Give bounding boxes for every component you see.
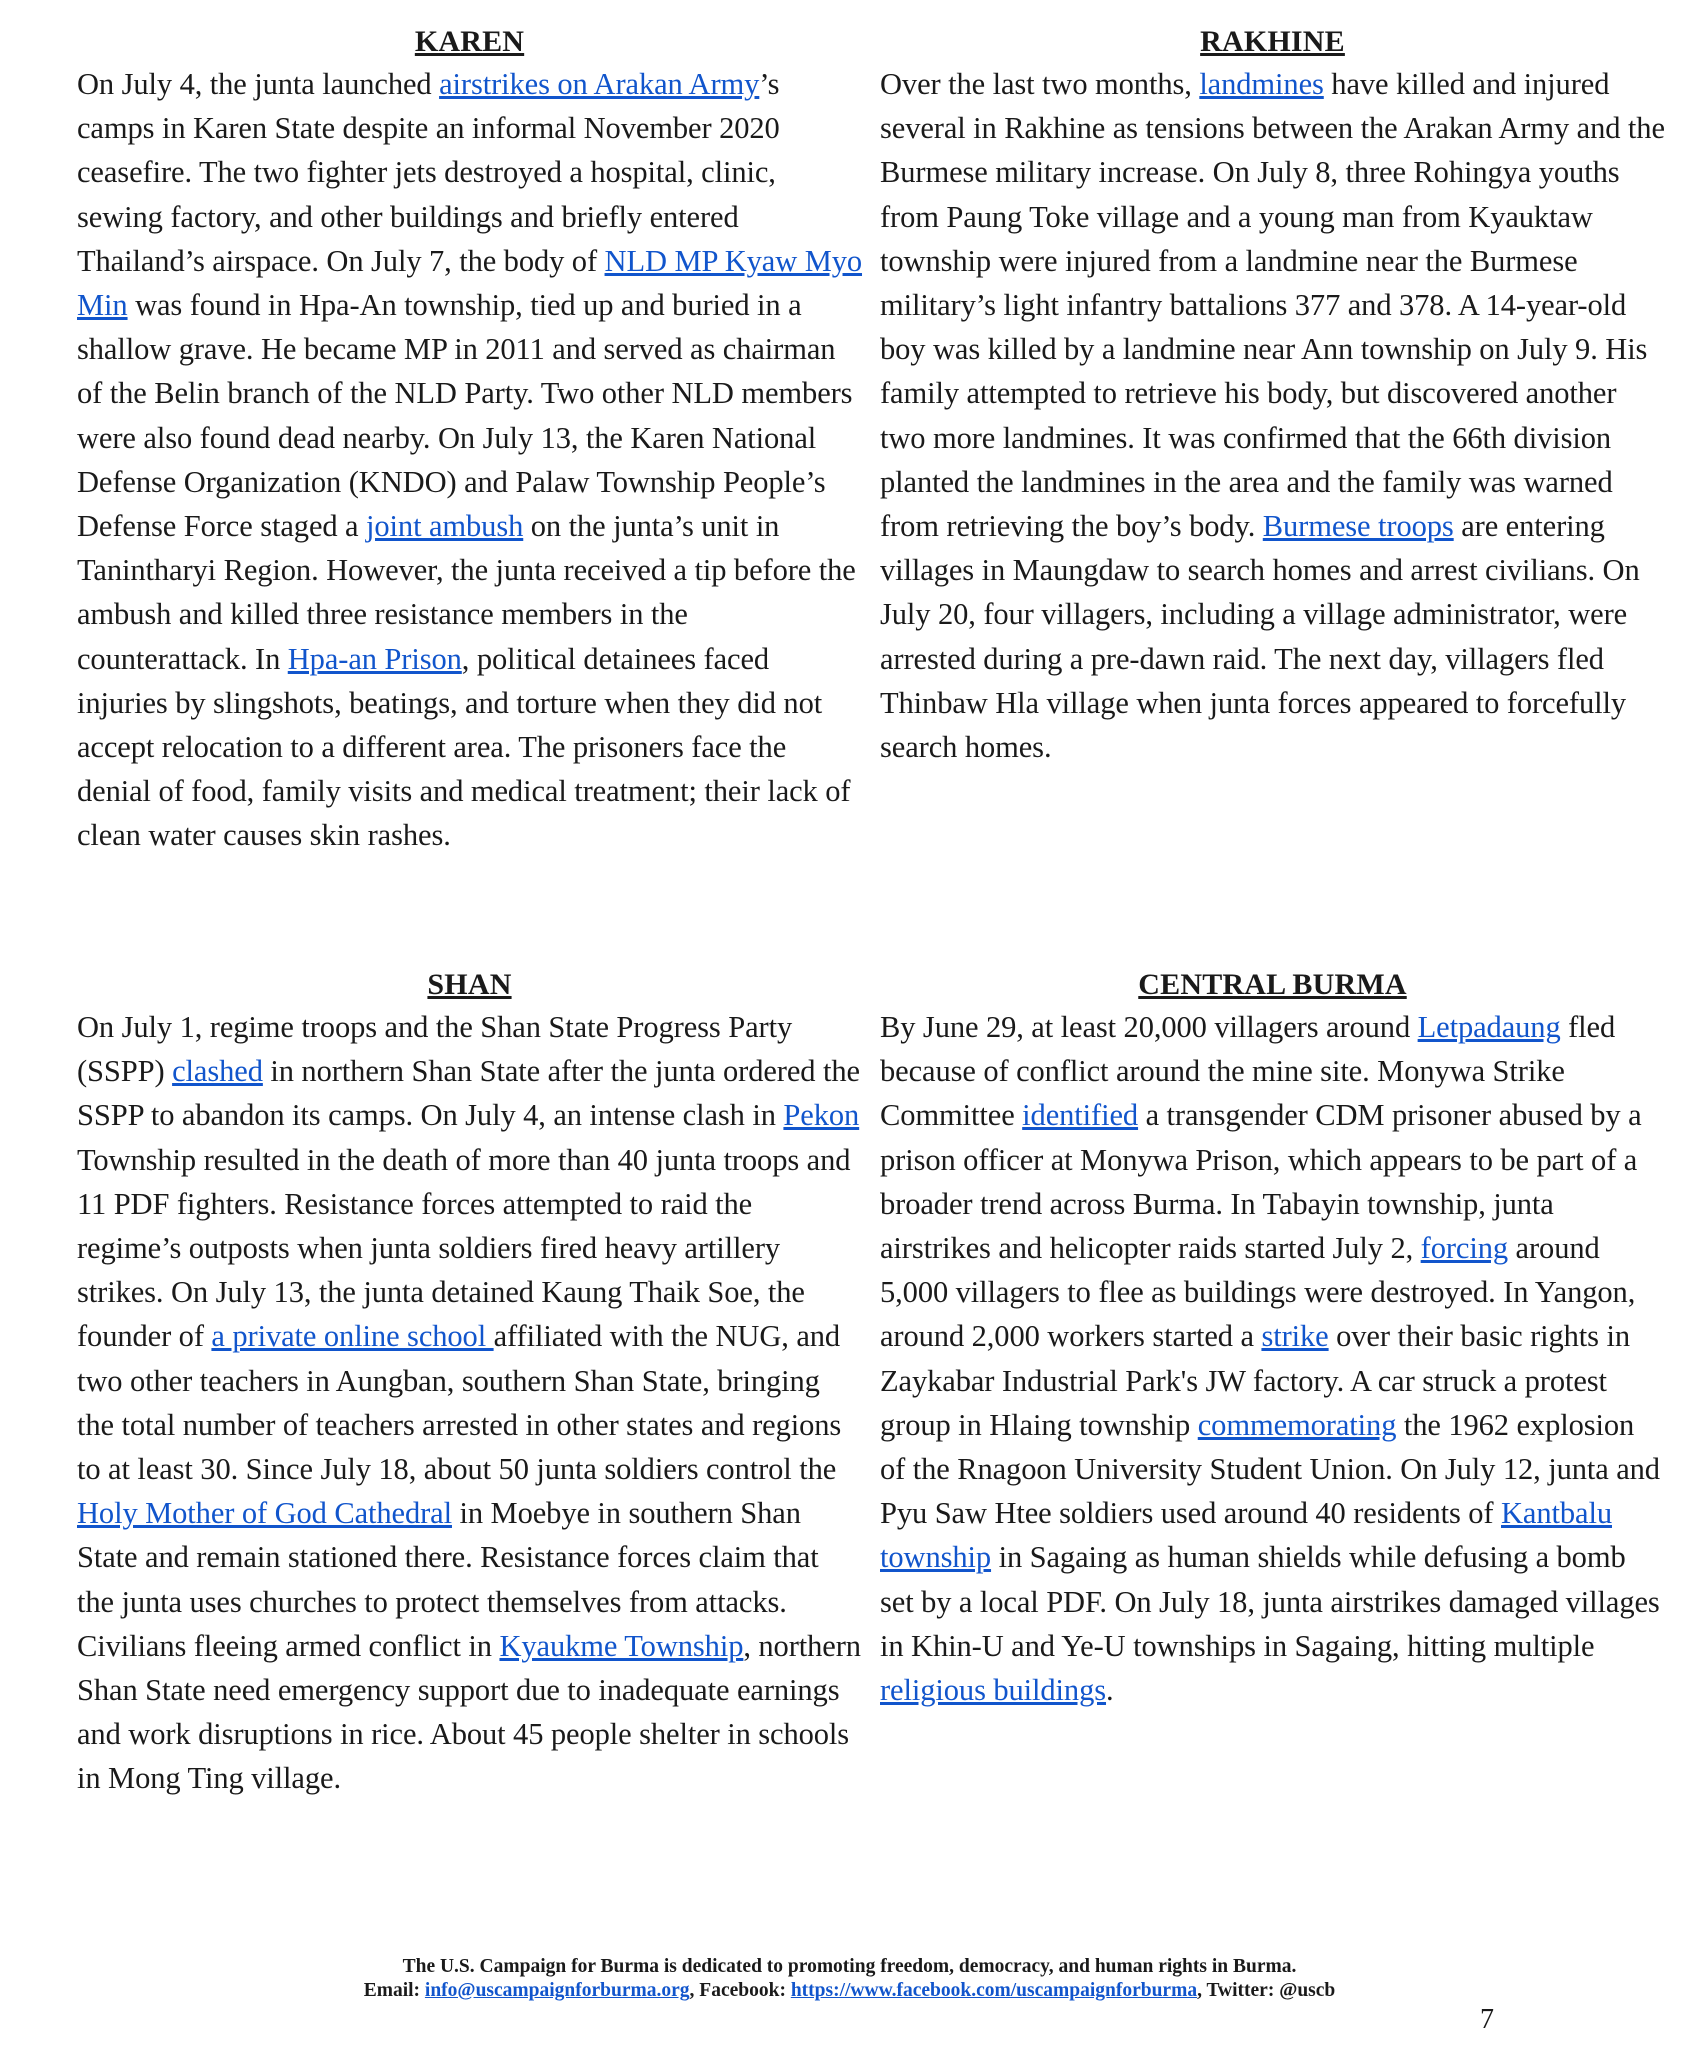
body-text: a transgender CDM prisoner abused by a prison officer at Monywa Prison, which appears to be part of a broader trend across Burma. In Tabayin township, junta airstrikes and helicopter raids started July 2, — [880, 1098, 1642, 1266]
body-text: On July 1, regime troops and the Shan State Progress Party (SSPP) — [77, 1010, 793, 1089]
inline-link[interactable]: religious buildings — [880, 1673, 1107, 1708]
section-heading: RAKHINE — [1200, 25, 1345, 58]
inline-link[interactable]: identified — [1022, 1098, 1139, 1133]
section-rakhine — [880, 22, 1665, 769]
body-text: over their basic rights in Zaykabar Industrial Park's JW factory. A car struck a protest group in Hlaing township — [880, 1319, 1630, 1442]
section-body — [880, 62, 1665, 769]
page-number: 7 — [1480, 2004, 1494, 2035]
body-text: are entering villages in Maungdaw to search homes and arrest civilians. On July 20, four villagers, including a village administrator, were arrested during a pre-dawn raid. The next day, villagers fled Thinbaw Hla village when junta forces appeared to forcefully search homes. — [880, 509, 1640, 765]
inline-link[interactable]: NLD MP Kyaw Myo Min — [77, 243, 863, 323]
section-body — [880, 1005, 1665, 1712]
inline-link[interactable]: strike — [1261, 1319, 1329, 1354]
footer — [0, 1955, 1699, 2003]
twitter-label: , Twitter: — [1197, 1980, 1280, 2001]
body-text: Over the last two months, — [880, 67, 1200, 101]
body-text: in Sagaing as human shields while defusing a bomb set by a local PDF. On July 18, junta airstrikes damaged villages in Khin-U and Ye-U townships in Sagaing, hitting multiple — [880, 1540, 1660, 1663]
inline-link[interactable]: Kantbalu township — [880, 1496, 1612, 1575]
body-text: around 5,000 villagers to flee as buildings were destroyed. In Yangon, around 2,000 workers started a — [880, 1231, 1636, 1354]
twitter-handle: @uscb — [1279, 1980, 1336, 2001]
inline-link[interactable]: Holy Mother of God Cathedral — [77, 1496, 452, 1531]
inline-link[interactable]: airstrikes on Arakan Army — [439, 67, 760, 101]
body-text: , northern Shan State need emergency support due to inadequate earnings and work disruptions in rice. About 45 people shelter in schools in Mong Ting village. — [77, 1628, 861, 1796]
body-text: was found in Hpa-An township, tied up and buried in a shallow grave. He became MP in 2011 and served as chairman of the Belin branch of the NLD Party. Two other NLD members were also found dead nearby. On July 13, the Karen National Defense Organization (KNDO) and Palaw Township People’s Defense Force staged a — [77, 288, 853, 544]
body-text: , political detainees faced injuries by slingshots, beatings, and torture when they did not accept relocation to a different area. The prisoners face the denial of food, family visits and medical treatment; their lack of clean water causes skin rashes. — [77, 641, 851, 853]
body-text: . — [1106, 1673, 1114, 1708]
footer-mission: The U.S. Campaign for Burma is dedicated to promoting freedom, democracy, and human rights in Burma. — [402, 1956, 1297, 1977]
inline-link[interactable]: Burmese troops — [1262, 509, 1454, 544]
body-text: fled because of conflict around the mine site. Monywa Strike Committee — [880, 1010, 1616, 1133]
body-text: in Moebye in southern Shan State and remain stationed there. Resistance forces claim that the junta uses churches to protect themselves from attacks. Civilians fleeing armed conflict in — [77, 1496, 819, 1663]
section-heading: CENTRAL BURMA — [1138, 968, 1407, 1001]
body-text: Township resulted in the death of more than 40 junta troops and 11 PDF fighters. Resistance forces attempted to raid the regime’s outposts when junta soldiers fired heavy artillery strikes. On July 13, the junta detained Kaung Thaik Soe, the founder of — [77, 1142, 851, 1354]
body-text: in northern Shan State after the junta ordered the SSPP to abandon its camps. On July 4, an intense clash in — [77, 1054, 860, 1133]
email-label: Email: — [363, 1980, 425, 2001]
body-text: have killed and injured several in Rakhine as tensions between the Arakan Army and the Burmese military increase. On July 8, three Rohingya youths from Paung Toke village and a young man from Kyauktaw township were injured from a landmine near the Burmese military’s light infantry battalions 377 and 378. A 14-year-old boy was killed by a landmine near Ann township on July 9. His family attempted to retrieve his body, but discovered another two more landmines. It was confirmed that the 66th division planted the landmines in the area and the family was warned from retrieving the boy’s body. — [880, 67, 1665, 544]
inline-link[interactable]: Letpadaung — [1417, 1010, 1561, 1044]
inline-link[interactable]: a private online school — [211, 1319, 494, 1354]
body-text: affiliated with the NUG, and two other teachers in Aungban, southern Shan State, bringing the total number of teachers arrested in other states and regions to at least 30. Since July 18, about 50 junta soldiers control the — [77, 1319, 842, 1487]
inline-link[interactable]: joint ambush — [366, 509, 524, 544]
inline-link[interactable]: Pekon — [783, 1098, 860, 1133]
footer-contacts — [0, 1979, 1699, 2003]
section-body — [77, 1005, 862, 1801]
section-body — [77, 62, 862, 858]
body-text: By June 29, at least 20,000 villagers around — [880, 1010, 1418, 1044]
facebook-link[interactable]: https://www.facebook.com/uscampaignforburma — [790, 1980, 1198, 2001]
inline-link[interactable]: Hpa-an Prison — [287, 641, 462, 676]
section-heading: SHAN — [427, 968, 512, 1001]
section-shan — [77, 965, 862, 1801]
section-heading: KAREN — [414, 25, 525, 58]
body-text: the 1962 explosion of the Rnagoon University Student Union. On July 12, junta and Pyu Saw Htee soldiers used around 40 residents of — [880, 1407, 1660, 1531]
email-link[interactable]: info@uscampaignforburma.org — [424, 1980, 690, 2001]
section-karen — [77, 22, 862, 858]
inline-link[interactable]: Kyaukme Township — [499, 1628, 744, 1663]
facebook-label: , Facebook: — [689, 1980, 791, 2001]
inline-link[interactable]: forcing — [1420, 1231, 1509, 1266]
section-central-burma — [880, 965, 1665, 1712]
body-text: on the junta’s unit in Tanintharyi Region. However, the junta received a tip before the ambush and killed three resistance members in the counterattack. In — [77, 509, 856, 676]
inline-link[interactable]: landmines — [1199, 67, 1324, 101]
inline-link[interactable]: clashed — [172, 1054, 263, 1089]
inline-link[interactable]: commemorating — [1197, 1407, 1397, 1442]
body-text: ’s camps in Karen State despite an informal November 2020 ceasefire. The two fighter jets destroyed a hospital, clinic, sewing factory, and other buildings and briefly entered Thailand’s airspace. On July 7, the body of — [77, 67, 780, 278]
body-text: On July 4, the junta launched — [77, 67, 440, 101]
